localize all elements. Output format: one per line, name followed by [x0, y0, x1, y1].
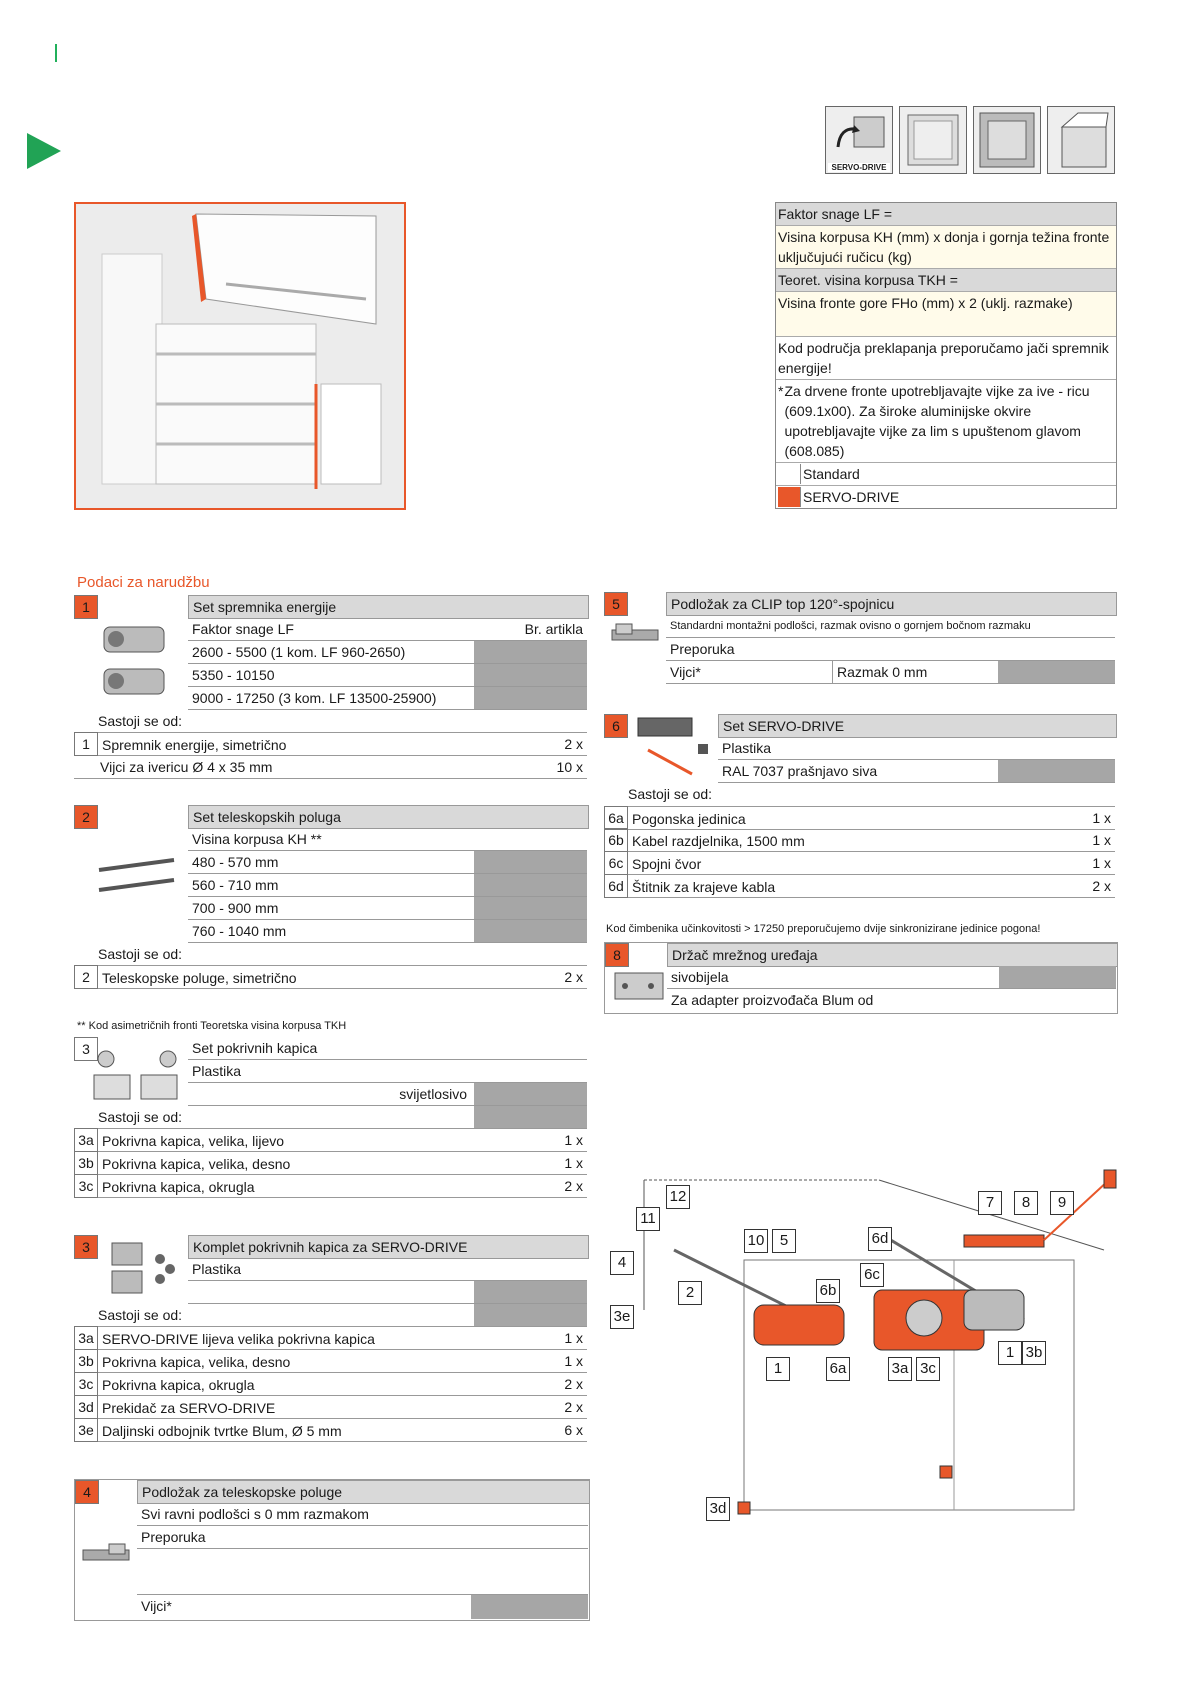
item-number: 3c	[74, 1174, 98, 1198]
item-number: 3a	[74, 1326, 98, 1350]
diagram-label: 5	[772, 1229, 796, 1253]
table-row	[667, 989, 1116, 1011]
table-row	[137, 1526, 588, 1549]
table-title-text: Set spremnika energije	[193, 599, 337, 615]
color-label: sivobijela	[671, 969, 729, 985]
diagram-label: 3a	[888, 1357, 912, 1381]
item-qty: 2 x	[564, 1399, 583, 1415]
article-cell	[474, 641, 587, 663]
page-accent-bar	[55, 44, 57, 62]
table-telescopic-mounting-plate	[74, 1479, 590, 1621]
item-name: Daljinski odbojnik tvrtke Blum, Ø 5 mm	[102, 1423, 342, 1439]
servo-drive-thumb	[825, 106, 893, 174]
screw-note-text: Za drvene fronte upotrebljavajte vijke za ive - ricu (609.1x00). Za široke aluminijske okvire upotrebljavajte vijke za lim s upuštenom glavom (608.085)	[784, 383, 1090, 459]
legend-standard-swatch	[778, 464, 801, 484]
article-cell	[474, 874, 587, 896]
article-cell	[474, 897, 587, 919]
item-number: 2	[74, 965, 98, 989]
consists-of-row	[74, 710, 587, 733]
plate-description: Svi ravni podlošci s 0 mm razmakom	[141, 1506, 369, 1522]
consists-of-row	[74, 943, 587, 966]
theoretical-height-formula: Visina fronte gore FHo (mm) x 2 (uklj. razmake)	[776, 292, 1116, 337]
table-row	[666, 638, 1115, 661]
table-title-text: Držač mrežnog uređaja	[672, 947, 818, 963]
table-servo-drive-set	[604, 714, 1116, 898]
item-qty: 1 x	[564, 1132, 583, 1148]
range-value: 9000 - 17250 (3 kom. LF 13500-25900)	[192, 690, 437, 706]
item-name: Spremnik energije, simetrično	[102, 737, 287, 753]
table-title-text: Set SERVO-DRIVE	[723, 718, 845, 734]
diagram-label: 6d	[868, 1227, 892, 1251]
servo-drive-label: SERVO-DRIVE	[828, 163, 890, 172]
table-title-text: Set pokrivnih kapica	[192, 1040, 318, 1056]
cabinet-illustration	[76, 204, 404, 508]
article-cell	[998, 661, 1115, 683]
servo-drive-unit-icon	[628, 714, 718, 784]
item-name: Pokrivna kapica, velika, lijevo	[102, 1133, 285, 1149]
table-number: 8	[605, 943, 629, 967]
table-title	[667, 943, 1118, 967]
article-cell	[474, 664, 587, 686]
material-row	[718, 737, 1115, 760]
item-qty: 1 x	[564, 1353, 583, 1369]
item-name: Štitnik za krajeve kabla	[632, 879, 776, 895]
diagram-label: 1	[766, 1357, 790, 1381]
power-factor-formula: Visina korpusa KH (mm) x donja i gornja težina fronte uključujući ručicu (kg)	[776, 226, 1116, 269]
table-number: 3	[74, 1235, 98, 1259]
article-cell	[999, 966, 1116, 988]
table-title	[188, 1037, 587, 1060]
item-qty: 2 x	[564, 1376, 583, 1392]
adapter-label: Za adapter proizvođača Blum od	[671, 992, 874, 1008]
material-label: Plastika	[192, 1261, 242, 1277]
telescopic-lever-icon	[94, 845, 184, 905]
height-range: 480 - 570 mm	[192, 854, 279, 870]
diagram-label: 12	[666, 1185, 690, 1209]
diagram-label: 6c	[860, 1263, 884, 1287]
article-cell	[474, 687, 587, 709]
table-title	[718, 714, 1117, 738]
legend-servo-label: SERVO-DRIVE	[803, 489, 900, 505]
servo-efficiency-note: Kod čimbenika učinkovitosti > 17250 preporučujemo dvije sinkronizirane jedinice pogona!	[606, 923, 1041, 935]
article-cell	[474, 1304, 587, 1326]
diagram-label: 10	[744, 1229, 768, 1253]
material-label: Plastika	[722, 740, 772, 756]
table-number: 4	[75, 1480, 99, 1504]
table-row	[666, 615, 1115, 638]
article-cell	[474, 1106, 587, 1128]
diagram-label: 9	[1050, 1191, 1074, 1215]
table-title	[188, 595, 589, 619]
table-clip-mounting-plate	[604, 592, 1116, 684]
table-title	[666, 592, 1117, 616]
order-data-title: Podaci za narudžbu	[77, 574, 210, 591]
item-qty: 2 x	[1092, 878, 1111, 894]
table-row	[74, 1373, 587, 1396]
item-name: Teleskopske poluge, simetrično	[102, 970, 297, 986]
recommendation-label: Preporuka	[141, 1529, 206, 1545]
item-number: 3e	[74, 1418, 98, 1442]
clip-plate-icon	[608, 620, 664, 650]
table-number: 5	[604, 592, 628, 616]
legend-standard	[776, 463, 1116, 486]
table-telescopic-set	[74, 805, 588, 987]
table-row	[74, 1396, 587, 1419]
cabinet-frame-icon	[974, 107, 1040, 173]
diagram-label: 6a	[826, 1357, 850, 1381]
consists-of-label: Sastoji se od:	[628, 786, 713, 802]
recommendation-label: Preporuka	[670, 641, 735, 657]
cover-caps-icon	[86, 1045, 186, 1115]
table-cover-caps	[74, 1037, 588, 1199]
range-value: 5350 - 10150	[192, 667, 275, 683]
asymmetric-footnote: ** Kod asimetričnih fronti Teoretska visina korpusa TKH	[77, 1020, 347, 1032]
opening-type-thumbnails	[825, 106, 1115, 174]
diagram-label: 3c	[916, 1357, 940, 1381]
range-value: 2600 - 5500 (1 kom. LF 960-2650)	[192, 644, 406, 660]
diagram-label: 3b	[1022, 1341, 1046, 1365]
table-row	[604, 829, 1115, 852]
legend-standard-label: Standard	[803, 466, 860, 482]
table-title-text: Podložak za CLIP top 120°-spojnicu	[671, 596, 895, 612]
consists-of-label: Sastoji se od:	[98, 1109, 183, 1125]
article-cell	[474, 1083, 587, 1105]
item-qty: 1 x	[1092, 855, 1111, 871]
item-name: SERVO-DRIVE lijeva velika pokrivna kapica	[102, 1331, 375, 1347]
material-label: Plastika	[192, 1063, 242, 1079]
diagram-label: 8	[1014, 1191, 1038, 1215]
front-thumb-2	[973, 106, 1041, 174]
item-name: Spojni čvor	[632, 856, 702, 872]
color-label: svijetlosivo	[399, 1086, 467, 1102]
item-qty: 10 x	[556, 759, 583, 775]
power-factor-header: Faktor snage LF	[192, 621, 294, 637]
table-row	[74, 733, 587, 756]
item-qty: 6 x	[564, 1422, 583, 1438]
table-number: 6	[604, 714, 628, 738]
table-subheader	[188, 618, 587, 641]
front-thumb-3	[1047, 106, 1115, 174]
screw-note	[776, 380, 1116, 463]
diagram-label: 3e	[610, 1305, 634, 1329]
spacing-label: Razmak 0 mm	[832, 661, 927, 683]
plate-description: Standardni montažni podlošci, razmak ovisno o gornjem bočnom razmaku	[670, 620, 1031, 632]
table-row	[74, 1175, 587, 1198]
diagram-label: 3d	[706, 1497, 730, 1521]
front-thumb-1	[899, 106, 967, 174]
table-row	[74, 966, 587, 989]
play-arrow-icon	[27, 133, 61, 169]
diagram-label: 4	[610, 1251, 634, 1275]
diagram-label: 6b	[816, 1279, 840, 1303]
article-cell	[474, 1281, 587, 1303]
cabinet-photo	[74, 202, 406, 510]
table-title-text: Podložak za teleskopske poluge	[142, 1484, 343, 1500]
item-number: 3a	[74, 1128, 98, 1152]
table-row	[74, 1419, 587, 1442]
table-title	[188, 805, 589, 829]
screws-label: Vijci*	[141, 1598, 172, 1614]
cabinet-open-icon	[1048, 107, 1114, 173]
table-servo-cover-caps	[74, 1235, 588, 1443]
item-number: 6a	[604, 806, 628, 830]
item-qty: 2 x	[564, 1178, 583, 1194]
article-cell	[474, 920, 587, 942]
table-number: 1	[74, 595, 98, 619]
table-number: 3	[74, 1037, 98, 1061]
cabinet-front-icon	[900, 107, 966, 173]
assembly-diagram	[604, 1160, 1124, 1530]
item-name: Pogonska jedinica	[632, 811, 746, 827]
diagram-label: 2	[678, 1281, 702, 1305]
color-label: RAL 7037 prašnjavo siva	[722, 763, 878, 779]
item-number: 3d	[74, 1395, 98, 1419]
table-energy-set	[74, 595, 588, 781]
article-cell	[998, 760, 1115, 782]
item-name: Prekidač za SERVO-DRIVE	[102, 1400, 276, 1416]
item-qty: 2 x	[564, 969, 583, 985]
legend-servo	[776, 486, 1116, 508]
height-range: 700 - 900 mm	[192, 900, 279, 916]
power-factor-info-table	[775, 202, 1117, 509]
diagram-label: 11	[636, 1207, 660, 1231]
table-title-text: Komplet pokrivnih kapica za SERVO-DRIVE	[193, 1239, 468, 1255]
consists-of-label: Sastoji se od:	[98, 713, 183, 729]
diagram-label: 1	[998, 1341, 1022, 1365]
table-subheader	[188, 828, 587, 851]
power-holder-icon	[611, 967, 667, 1007]
item-name: Pokrivna kapica, velika, desno	[102, 1354, 291, 1370]
table-row	[604, 875, 1115, 898]
screws-label: Vijci*	[670, 664, 701, 680]
consists-of-label: Sastoji se od:	[98, 1307, 183, 1323]
table-row	[137, 1503, 588, 1526]
item-number: 1	[74, 732, 98, 756]
table-title	[188, 1235, 589, 1259]
overlap-recommendation: Kod područja preklapanja preporučamo jači spremnik energije!	[776, 337, 1116, 380]
item-qty: 1 x	[1092, 810, 1111, 826]
legend-servo-swatch	[778, 487, 801, 507]
item-qty: 2 x	[564, 736, 583, 752]
item-number: 6c	[604, 851, 628, 875]
item-number: 3b	[74, 1349, 98, 1373]
table-row	[74, 1327, 587, 1350]
item-name: Kabel razdjelnika, 1500 mm	[632, 833, 805, 849]
item-name: Pokrivna kapica, okrugla	[102, 1377, 255, 1393]
energy-unit-icon	[94, 617, 174, 707]
item-name: Pokrivna kapica, okrugla	[102, 1179, 255, 1195]
item-name: Pokrivna kapica, velika, desno	[102, 1156, 291, 1172]
consists-of-label: Sastoji se od:	[98, 946, 183, 962]
consists-of-row	[604, 783, 1115, 805]
item-qty: 1 x	[564, 1330, 583, 1346]
height-range: 760 - 1040 mm	[192, 923, 287, 939]
table-row	[74, 756, 587, 779]
article-cell	[471, 1595, 588, 1619]
theoretical-height-label: Teoret. visina korpusa TKH =	[776, 269, 1116, 292]
mounting-plate-icon	[79, 1540, 135, 1570]
item-qty: 1 x	[1092, 832, 1111, 848]
diagram-label: 7	[978, 1191, 1002, 1215]
table-title	[137, 1480, 590, 1504]
item-number: 6d	[604, 874, 628, 898]
power-factor-formula-label: Faktor snage LF =	[776, 203, 1116, 226]
servo-caps-icon	[104, 1239, 184, 1299]
item-name: Vijci za ivericu Ø 4 x 35 mm	[100, 759, 273, 775]
material-row	[188, 1258, 587, 1281]
article-cell	[474, 851, 587, 873]
table-row	[137, 1549, 588, 1595]
table-row	[604, 806, 1115, 830]
article-number-header: Br. artikla	[524, 621, 583, 637]
height-header: Visina korpusa KH **	[192, 831, 322, 847]
table-title-text: Set teleskopskih poluga	[193, 809, 341, 825]
item-qty: 1 x	[564, 1155, 583, 1171]
item-number: 6b	[604, 828, 628, 852]
material-row	[188, 1060, 587, 1083]
table-row	[604, 852, 1115, 875]
table-row	[74, 1129, 587, 1152]
table-row	[74, 1350, 587, 1373]
item-number: 3b	[74, 1151, 98, 1175]
screw-note-star: *	[778, 383, 784, 399]
table-power-supply-holder	[604, 942, 1118, 1014]
item-number: 3c	[74, 1372, 98, 1396]
table-row	[74, 1152, 587, 1175]
table-number: 2	[74, 805, 98, 829]
height-range: 560 - 710 mm	[192, 877, 279, 893]
